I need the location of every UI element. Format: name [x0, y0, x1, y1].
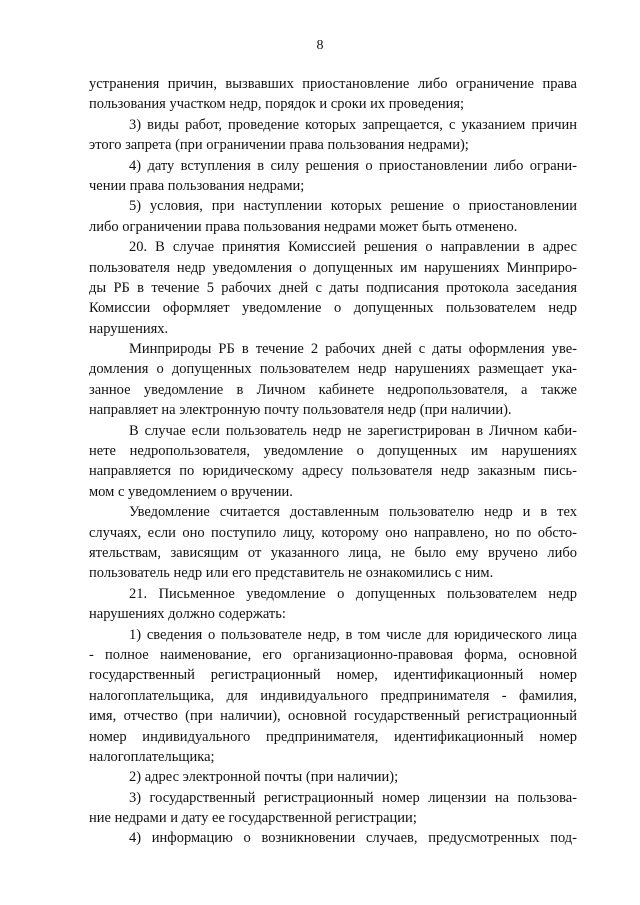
text-line: ды РБ в течение 5 рабочих дней с даты подписания протокола заседания: [89, 279, 577, 296]
text-line: ятельствам, зависящим от указанного лица, не было ему вручено либо: [89, 544, 577, 561]
text-line: имя, отчество (при наличии), основной государственный регистрационный: [89, 708, 577, 725]
text-line: номер индивидуального предпринимателя, идентификационный номер: [89, 728, 577, 745]
text-line: ние недрами и дату ее государственной регистрации;: [89, 810, 417, 827]
text-line: этого запрета (при ограничении права пользования недрами);: [89, 137, 469, 154]
text-line: - полное наименование, его организационно-правовая форма, основной: [89, 646, 577, 663]
text-line: 2) адрес электронной почты (при наличии);: [129, 769, 399, 786]
text-line: пользования участком недр, порядок и сроки их проведения;: [89, 96, 465, 113]
text-line: налогоплательщика, для индивидуального предпринимателя - фамилия,: [89, 687, 577, 704]
text-line: 4) информацию о возникновении случаев, предусмотренных под-: [129, 830, 577, 847]
page-number: 8: [316, 38, 324, 53]
text-line: чении права пользования недрами;: [89, 177, 305, 194]
text-line: 20. В случае принятия Комиссией решения о направлении в адрес: [129, 239, 577, 256]
text-line: Комиссии оформляет уведомление о допущенных пользователем недр: [89, 300, 577, 317]
text-line: государственный регистрационный номер, идентификационный номер: [89, 667, 577, 684]
text-line: 3) государственный регистрационный номер лицензии на пользова-: [129, 789, 577, 806]
text-line: Минприроды РБ в течение 2 рабочих дней с даты оформления уве-: [129, 341, 577, 358]
text-line: пользователя недр уведомления о допущенных им нарушениях Минприро-: [89, 259, 577, 276]
text-line: В случае если пользователь недр не зарегистрирован в Личном каби-: [129, 422, 577, 439]
text-line: либо ограничении права пользования недрами может быть отменено.: [89, 218, 518, 235]
text-line: Уведомление считается доставленным пользователю недр и в тех: [129, 504, 577, 521]
text-line: пользователь недр или его представитель не ознакомились с ним.: [89, 565, 494, 582]
text-line: направляется по юридическому адресу пользователя недр заказным пись-: [89, 463, 577, 480]
text-line: нарушениях.: [89, 320, 169, 337]
text-line: 3) виды работ, проведение которых запрещается, с указанием причин: [129, 116, 577, 133]
body-text: [89, 74, 577, 849]
text-line: нарушениях должно содержать:: [89, 606, 286, 623]
text-line: занное уведомление в Личном кабинете недропользователя, а также: [89, 381, 577, 398]
text-line: 5) условия, при наступлении которых решение о приостановлении: [129, 198, 577, 215]
text-line: домления о допущенных пользователем недр нарушениях размещает ука-: [89, 361, 577, 378]
text-line: нете недропользователя, уведомление о допущенных им нарушениях: [89, 443, 577, 460]
text-line: случаях, если оно поступило лицу, которому оно направлено, но по обсто-: [89, 524, 577, 541]
text-line: 21. Письменное уведомление о допущенных пользователем недр: [129, 585, 577, 602]
text-line: налогоплательщика;: [89, 748, 215, 765]
text-line: устранения причин, вызвавших приостановление либо ограничение права: [89, 76, 577, 92]
text-line: 1) сведения о пользователе недр, в том числе для юридического лица: [129, 626, 577, 643]
text-line: мом с уведомлением о вручении.: [89, 483, 293, 500]
text-line: направляет на электронную почту пользователя недр (при наличии).: [89, 402, 512, 419]
text-line: 4) дату вступления в силу решения о приостановлении либо ограни-: [129, 157, 577, 174]
